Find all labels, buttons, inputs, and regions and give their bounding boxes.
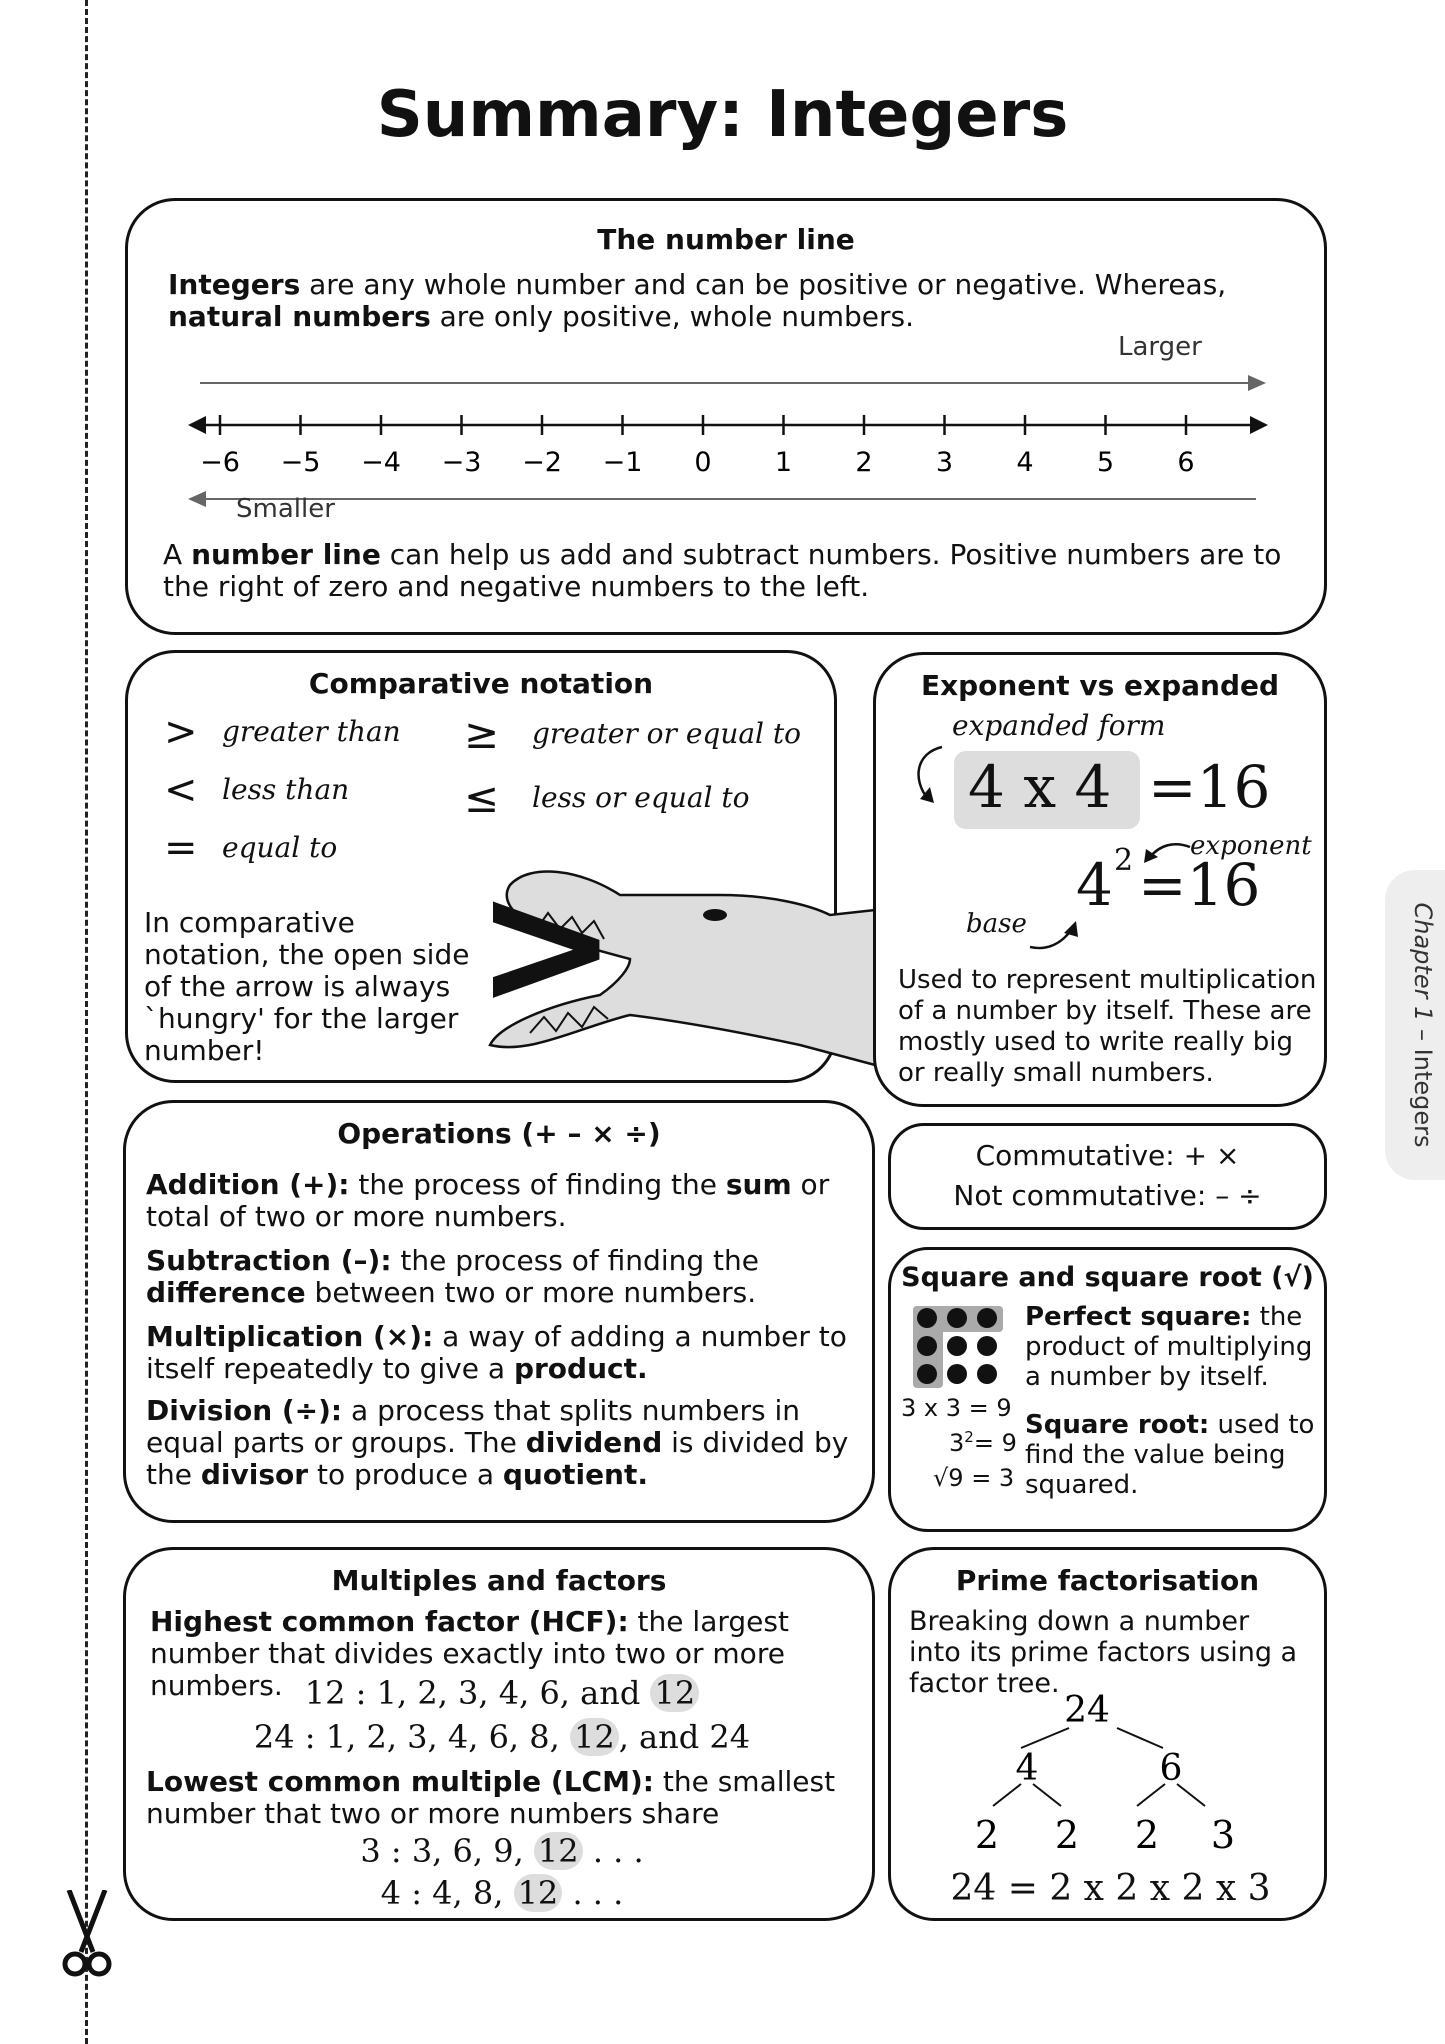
lt-text: less than <box>222 773 350 806</box>
multiplication-item: Multiplication (×): a way of adding a number to itself repeatedly to give a product. <box>146 1320 847 1385</box>
chapter-label: Chapter 1 <box>1409 902 1437 1022</box>
crocodile-illustration <box>470 855 880 1070</box>
base-label: base <box>966 909 1027 939</box>
comparative-note: In comparative notation, the open side of the arrow is always `hungry' for the larger number! <box>144 906 470 1067</box>
outro-text-1: A <box>163 538 192 571</box>
commutative-card <box>888 1123 1327 1230</box>
tick-label: 3 <box>935 447 954 478</box>
tick-label: 0 <box>694 447 712 478</box>
base-number: 4 <box>1076 851 1113 919</box>
multiples-card <box>123 1547 875 1921</box>
square-card <box>888 1247 1327 1532</box>
tree-root: 24 <box>1064 1690 1110 1731</box>
square-root-text: Square root: used to find the value being squared. <box>1025 1410 1315 1500</box>
intro-text-1: are any whole number and can be positive or negative. Whereas, <box>300 268 1227 301</box>
square-eq-2: $3^2= 9$ <box>949 1428 1017 1457</box>
number-line-card <box>125 198 1327 635</box>
multiples-heading: Multiples and factors <box>331 1564 667 1597</box>
tick-label: 5 <box>1096 447 1115 478</box>
tick-label: −5 <box>280 447 321 478</box>
integers-term: Integers <box>168 268 301 301</box>
lcm-text: Lowest common multiple (LCM): the smallest number that two or more numbers share <box>146 1765 836 1830</box>
eq-text: equal to <box>222 831 338 864</box>
larger-label: Larger <box>1118 332 1202 362</box>
outro-text-2: can help us add and subtract numbers. Positive numbers are to the right of zero and negative numbers to the left. <box>163 538 1282 603</box>
exponent-result: =16 <box>1138 851 1261 919</box>
le-text: less or equal to <box>532 781 750 814</box>
symbol-lt: < <box>164 767 198 813</box>
prime-desc: Breaking down a number into its prime factors using a factor tree. <box>909 1606 1298 1699</box>
tick-label: −6 <box>200 447 240 478</box>
exponent-card <box>873 652 1327 1107</box>
tree-leaf: 3 <box>1210 1813 1236 1857</box>
tick-label: −3 <box>441 447 482 478</box>
ge-text: greater or equal to <box>532 717 802 750</box>
factors-24: 24 : 1, 2, 3, 4, 6, 8, 12 , and 24 <box>253 1718 751 1756</box>
expanded-form-label: expanded form <box>952 709 1166 742</box>
prime-heading: Prime factorisation <box>955 1564 1260 1597</box>
division-item: Division (÷): a process that splits numbers in equal parts or groups. The dividend is divided by the divisor to produce a quotient. <box>146 1394 849 1491</box>
symbol-ge: ≥ <box>464 709 500 758</box>
tree-mid-6: 6 <box>1159 1748 1183 1789</box>
tree-leaf: 2 <box>974 1813 1000 1857</box>
operations-card <box>123 1100 875 1523</box>
arrow-right-icon <box>1250 416 1268 434</box>
operations-heading: Operations (+ – × ÷) <box>337 1117 661 1150</box>
chapter-tab[interactable] <box>1385 870 1445 1180</box>
croc-symbol: > <box>475 855 618 1044</box>
multiples-4: 4 : 4, 8, 12 . . . <box>380 1874 624 1912</box>
expanded-result: =16 <box>1148 753 1271 821</box>
prime-card <box>888 1547 1327 1921</box>
tick-label: 4 <box>1016 447 1034 478</box>
subtraction-item: Subtraction (–): the process of finding the difference between two or more numbers. <box>146 1244 759 1309</box>
square-eq-1: 3 x 3 = 9 <box>901 1394 1012 1422</box>
tick-label: −2 <box>522 447 562 478</box>
chapter-topic: Integers <box>1409 1048 1437 1148</box>
arrow-right-icon <box>1248 375 1266 391</box>
tick-label: −4 <box>361 447 401 478</box>
exponent-desc: Used to represent multiplication of a number by itself. These are mostly used to write really big or really small numbers. <box>898 965 1317 1088</box>
symbol-le: ≤ <box>464 773 500 822</box>
number-line-heading: The number line <box>597 223 855 256</box>
tree-mid-4: 4 <box>1015 1748 1039 1789</box>
factors-12: 12 : 1, 2, 3, 4, 6, and 12 <box>126 1674 878 1712</box>
arrow-left-icon <box>188 416 206 434</box>
not-commutative-line: Not commutative: – ÷ <box>953 1179 1262 1212</box>
symbol-gt: > <box>164 709 198 755</box>
hcf-text: Highest common factor (HCF): the largest number that divides exactly into two or more numbers. <box>150 1605 789 1702</box>
exponent-label: exponent <box>1190 831 1312 861</box>
tree-leaf: 2 <box>1054 1813 1080 1857</box>
gt-text: greater than <box>222 715 401 748</box>
symbol-eq: = <box>164 825 198 871</box>
prime-result: 24 = 2 x 2 x 2 x 3 <box>950 1868 1271 1909</box>
tree-leaf: 2 <box>1134 1813 1160 1857</box>
intro-text-2: are only positive, whole numbers. <box>430 300 915 333</box>
number-line-term: number line <box>191 538 381 571</box>
tick-label: 6 <box>1177 447 1195 478</box>
chapter-dash: – <box>1409 1029 1437 1042</box>
multiples-3: 3 : 3, 6, 9, 12 . . . <box>360 1832 644 1870</box>
comparative-heading: Comparative notation <box>308 667 654 700</box>
square-heading: Square and square root (√) <box>901 1262 1314 1293</box>
arrow-base-icon <box>1026 917 1086 957</box>
tick-label: −1 <box>602 447 643 478</box>
cut-line <box>85 0 88 2044</box>
power-number: 2 <box>1114 843 1134 878</box>
perfect-square-text: Perfect square: the product of multiplying a number by itself. <box>1025 1302 1313 1392</box>
tick-label: 2 <box>855 447 873 478</box>
arrow-left-icon <box>188 491 206 507</box>
natural-numbers-term: natural numbers <box>168 300 431 333</box>
square-eq-3: √9 = 3 <box>933 1464 1015 1492</box>
expanded-expression: 4 x 4 <box>968 753 1112 821</box>
exponent-heading: Exponent vs expanded <box>920 669 1280 702</box>
number-line-diagram <box>188 361 1278 521</box>
commutative-line: Commutative: + × <box>975 1139 1240 1172</box>
smaller-label: Smaller <box>236 494 335 524</box>
scissors-icon <box>55 1890 119 1980</box>
addition-item: Addition (+): the process of finding the sum or total of two or more numbers. <box>146 1168 830 1233</box>
page-title: Summary: Integers <box>376 78 1069 152</box>
dot-grid <box>913 1306 1003 1388</box>
tick-label: 1 <box>774 447 793 478</box>
